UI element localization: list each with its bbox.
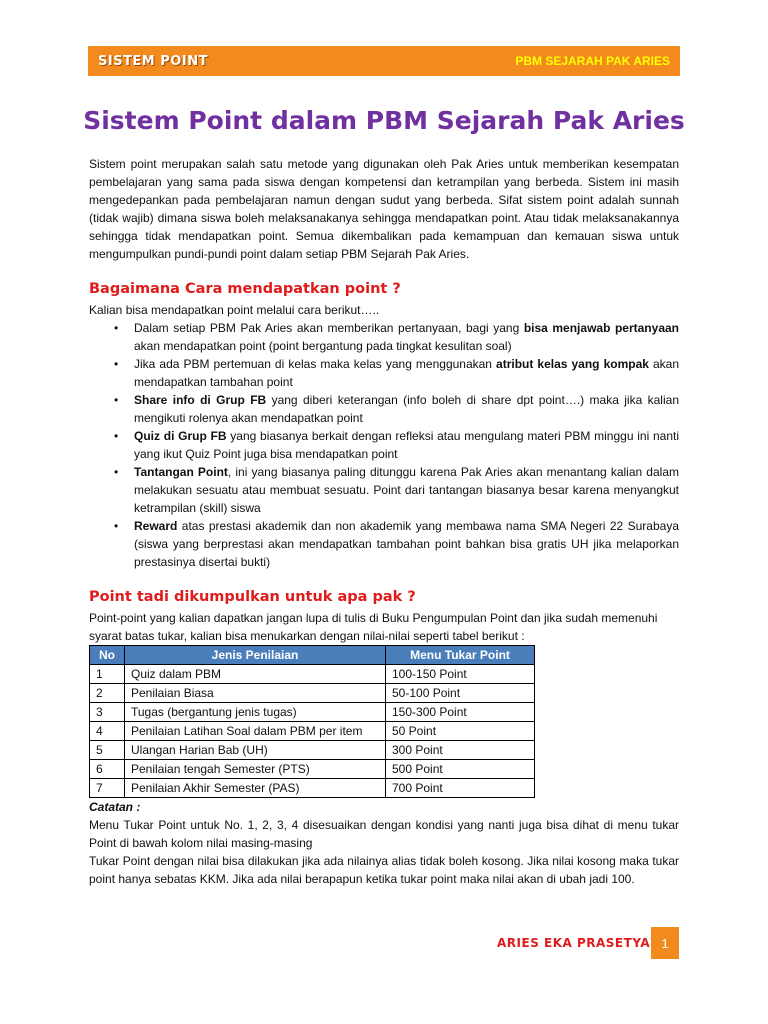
section-what-for-lead: Point-point yang kalian dapatkan jangan lupa di tulis di Buku Pengumpulan Point dan jika sudah memenuhi syarat batas tukar, kalian bisa menukarkan dengan nilai-nilai seperti tabel berikut : bbox=[89, 611, 658, 643]
section-heading-how: Bagaimana Cara mendapatkan point ? bbox=[89, 281, 401, 297]
list-item: • Tantangan Point, ini yang biasanya paling ditunggu karena Pak Aries akan menantang kalian dalam melakukan sesuatu atau membuat sesuatu. Point dari tantangan biasanya besar karena menyangkut ketrampilan (skill) siswa bbox=[114, 465, 679, 515]
col-menu-header: Menu Tukar Point bbox=[386, 646, 535, 665]
table-row: 5 Ulangan Harian Bab (UH) 300 Point bbox=[90, 741, 535, 760]
page-header bbox=[88, 46, 680, 76]
page-title: Sistem Point dalam PBM Sejarah Pak Aries bbox=[83, 106, 685, 135]
table-row: 3 Tugas (bergantung jenis tugas) 150-300 Point bbox=[90, 703, 535, 722]
col-no-header: No bbox=[90, 646, 125, 665]
bullet-icon: • bbox=[114, 519, 119, 533]
table-row: 7 Penilaian Akhir Semester (PAS) 700 Point bbox=[90, 779, 535, 798]
list-item: • Jika ada PBM pertemuan di kelas maka kelas yang menggunakan atribut kelas yang kompak akan mendapatkan tambahan point bbox=[114, 357, 679, 389]
footer-author: ARIES EKA PRASETYA bbox=[497, 936, 651, 950]
section-how-lead: Kalian bisa mendapatkan point melalui cara berikut….. bbox=[89, 303, 380, 317]
points-table bbox=[89, 645, 535, 798]
ways-list bbox=[89, 319, 679, 571]
header-left-text: SISTEM POINT bbox=[98, 53, 208, 69]
header-right-text: PBM SEJARAH PAK ARIES bbox=[515, 54, 670, 68]
notes-label: Catatan : bbox=[89, 800, 141, 814]
notes-line-1: Menu Tukar Point untuk No. 1, 2, 3, 4 disesuaikan dengan kondisi yang nanti juga bisa dihat di menu tukar Point di bawah kolom nilai masing-masing bbox=[89, 818, 679, 850]
intro-paragraph: Sistem point merupakan salah satu metode yang digunakan oleh Pak Aries untuk memberikan kesempatan pembelajaran yang sama pada siswa dengan kompetensi dan ketrampilan yang berbeda. Sistem ini masih mengedepankan pada pembelajaran namun dengan sudut yang berbeda. Sifat sistem point adalah sunnah (tidak wajib) dimana siswa boleh melaksanakanya sehingga mendapatkan point. Atau tidak melaksanakannya sehingga tidak mendapatkan point. Semua dikembalikan pada kemampuan dan kemauan siswa untuk mengumpulkan pundi-pundi point dalam setiap PBM Sejarah Pak Aries. bbox=[89, 157, 679, 261]
document-body bbox=[89, 155, 679, 888]
table-row: 4 Penilaian Latihan Soal dalam PBM per item 50 Point bbox=[90, 722, 535, 741]
list-item: • Quiz di Grup FB yang biasanya berkait dengan refleksi atau mengulang materi PBM minggu ini nanti yang ikut Quiz Point juga bisa mendapatkan point bbox=[114, 429, 679, 461]
bullet-icon: • bbox=[114, 321, 119, 335]
table-row: 6 Penilaian tengah Semester (PTS) 500 Point bbox=[90, 760, 535, 779]
table-row: 1 Quiz dalam PBM 100-150 Point bbox=[90, 665, 535, 684]
list-item: • Reward atas prestasi akademik dan non akademik yang membawa nama SMA Negeri 22 Surabaya (siswa yang berprestasi akan mendapatkan tambahan point bahkan bisa gratis UH jika melaporkan prestasinya disertai bukti) bbox=[114, 519, 679, 569]
col-type-header: Jenis Penilaian bbox=[125, 646, 386, 665]
page-number: 1 bbox=[651, 927, 679, 959]
bullet-icon: • bbox=[114, 357, 119, 371]
notes-line-2: Tukar Point dengan nilai bisa dilakukan jika ada nilainya alias tidak boleh kosong. Jika nilai kosong maka tukar point hanya sebatas KKM. Jika ada nilai berapapun ketika tukar point maka nilai akan di ubah jadi 100. bbox=[89, 854, 679, 886]
bullet-icon: • bbox=[114, 393, 119, 407]
bullet-icon: • bbox=[114, 465, 119, 479]
list-item: • Dalam setiap PBM Pak Aries akan memberikan pertanyaan, bagi yang bisa menjawab pertanyaan akan mendapatkan point (point bergantung pada tingkat kesulitan soal) bbox=[114, 321, 679, 353]
list-item: • Share info di Grup FB yang diberi keterangan (info boleh di share dpt point….) maka jika kalian mengikuti rolenya akan mendapatkan point bbox=[114, 393, 679, 425]
section-heading-what-for: Point tadi dikumpulkan untuk apa pak ? bbox=[89, 589, 416, 605]
table-row: 2 Penilaian Biasa 50-100 Point bbox=[90, 684, 535, 703]
table-header-row bbox=[90, 646, 535, 665]
bullet-icon: • bbox=[114, 429, 119, 443]
